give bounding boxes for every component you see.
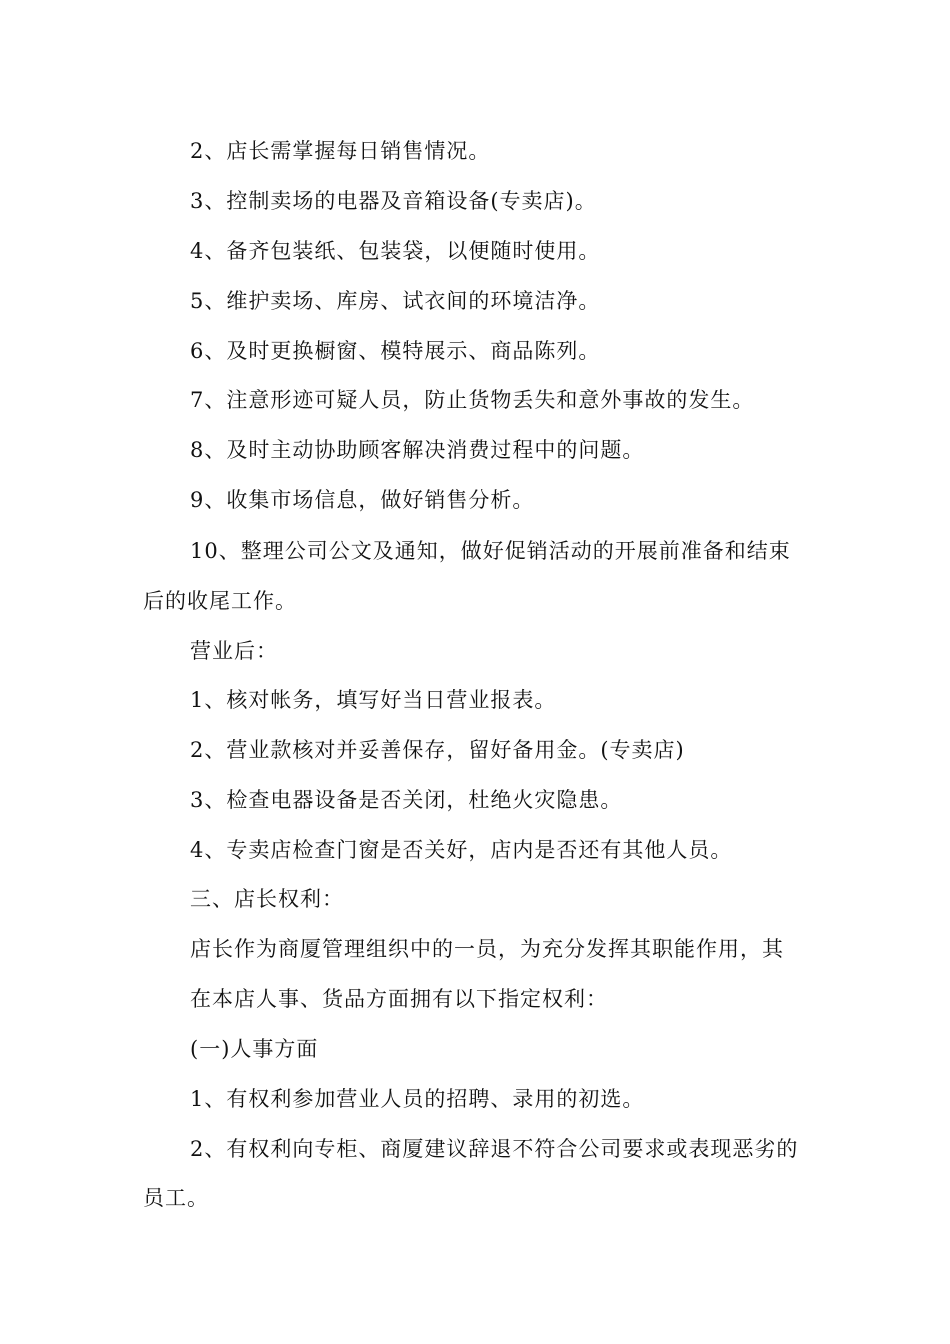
section-heading: 三、店长权利： — [190, 887, 344, 911]
paragraph-line-continuation: 后的收尾工作。 — [143, 589, 297, 613]
paragraph-line: 店长作为商厦管理组织中的一员，为充分发挥其职能作用，其 — [190, 937, 784, 961]
paragraph-line: 1、核对帐务，填写好当日营业报表。 — [190, 688, 557, 712]
paragraph-line: 1、有权利参加营业人员的招聘、录用的初选。 — [190, 1087, 645, 1111]
paragraph-line: 7、注意形迹可疑人员，防止货物丢失和意外事故的发生。 — [190, 388, 755, 412]
paragraph-line: 8、及时主动协助顾客解决消费过程中的问题。 — [190, 438, 645, 462]
paragraph-line: 2、营业款核对并妥善保存，留好备用金。(专卖店) — [190, 738, 685, 762]
section-heading: 营业后： — [190, 639, 278, 663]
paragraph-line: 5、维护卖场、库房、试衣间的环境洁净。 — [190, 289, 601, 313]
paragraph-line: 6、及时更换橱窗、模特展示、商品陈列。 — [190, 339, 601, 363]
paragraph-line-continuation: 员工。 — [143, 1186, 209, 1210]
subsection-heading: (一)人事方面 — [190, 1037, 319, 1061]
paragraph-line: 4、专卖店检查门窗是否关好，店内是否还有其他人员。 — [190, 838, 733, 862]
paragraph-line: 3、控制卖场的电器及音箱设备(专卖店)。 — [190, 189, 597, 213]
paragraph-line: 2、店长需掌握每日销售情况。 — [190, 139, 491, 163]
paragraph-line: 9、收集市场信息，做好销售分析。 — [190, 488, 535, 512]
paragraph-line: 2、有权利向专柜、商厦建议辞退不符合公司要求或表现恶劣的 — [190, 1137, 799, 1161]
paragraph-line: 在本店人事、货品方面拥有以下指定权利： — [190, 987, 608, 1011]
paragraph-line: 4、备齐包装纸、包装袋，以便随时使用。 — [190, 239, 601, 263]
paragraph-line: 10、整理公司公文及通知，做好促销活动的开展前准备和结束 — [190, 539, 791, 563]
paragraph-line: 3、检查电器设备是否关闭，杜绝火灾隐患。 — [190, 788, 623, 812]
